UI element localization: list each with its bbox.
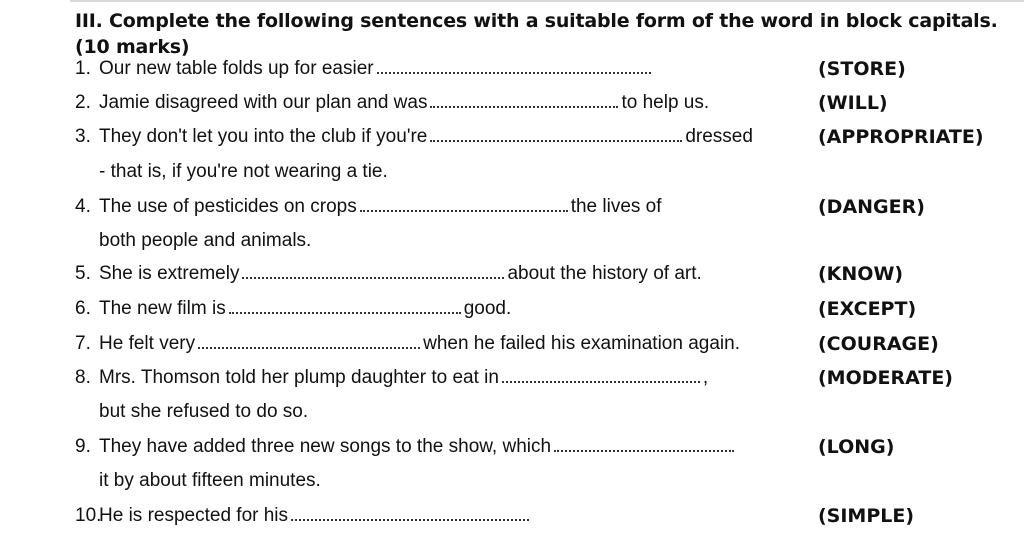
item-number: 4.	[75, 196, 91, 217]
sentence-text: He is respected for his	[99, 505, 289, 526]
sentence-4-continuation: both people and animals.	[99, 230, 312, 251]
sentence-text-after: ,	[702, 367, 709, 388]
cue-word: (DANGER)	[818, 196, 925, 218]
answer-blank[interactable]	[502, 367, 700, 383]
cue-word: (LONG)	[818, 436, 895, 458]
item-number: 5.	[75, 263, 91, 284]
heading-marks: (10 marks)	[75, 36, 190, 58]
sentence-2	[75, 91, 709, 115]
sentence-text: Our new table folds up for easier	[99, 58, 374, 79]
sentence-6	[75, 297, 511, 321]
exercise-heading	[75, 8, 998, 60]
cue-word: (WILL)	[818, 92, 888, 114]
answer-blank[interactable]	[554, 436, 734, 452]
item-number: 7.	[75, 333, 91, 354]
sentence-9	[75, 435, 737, 459]
answer-blank[interactable]	[430, 126, 682, 142]
sentence-text-after: about the history of art.	[507, 263, 702, 284]
item-number: 8.	[75, 367, 91, 388]
answer-blank[interactable]	[229, 298, 461, 314]
sentence-5	[75, 262, 702, 286]
sentence-text-after: the lives of	[570, 196, 662, 217]
answer-blank[interactable]	[242, 263, 504, 279]
item-number: 6.	[75, 298, 91, 319]
cue-word: (APPROPRIATE)	[818, 126, 984, 148]
sentence-8	[75, 366, 708, 390]
sentence-text: The new film is	[99, 298, 226, 319]
answer-blank[interactable]	[291, 505, 529, 521]
sentence-text: She is extremely	[99, 263, 240, 284]
sentence-10	[75, 504, 532, 528]
item-number: 2.	[75, 92, 91, 113]
answer-blank[interactable]	[430, 92, 618, 108]
sentence-text-after: dressed	[685, 126, 753, 147]
sentence-8-continuation: but she refused to do so.	[99, 401, 309, 422]
answer-blank[interactable]	[198, 333, 420, 349]
item-number: 1.	[75, 58, 91, 79]
answer-blank[interactable]	[377, 58, 651, 74]
top-divider	[70, 0, 1024, 2]
sentence-text: They have added three new songs to the show, which	[99, 436, 552, 457]
cue-word: (MODERATE)	[818, 367, 953, 389]
sentence-9-continuation: it by about fifteen minutes.	[99, 470, 321, 491]
sentence-text: They don't let you into the club if you're	[99, 126, 428, 147]
sentence-text: The use of pesticides on crops	[99, 196, 357, 217]
cue-word: (STORE)	[818, 58, 906, 80]
sentence-text: Jamie disagreed with our plan and was	[99, 92, 428, 113]
answer-blank[interactable]	[360, 196, 568, 212]
item-number: 10.	[75, 505, 102, 526]
sentence-text-after: good.	[463, 298, 512, 319]
sentence-4	[75, 195, 662, 219]
item-number: 3.	[75, 126, 91, 147]
sentence-1	[75, 57, 654, 81]
sentence-7	[75, 332, 740, 356]
cue-word: (EXCEPT)	[818, 298, 917, 320]
item-number: 9.	[75, 436, 91, 457]
heading-instruction: III. Complete the following sentences with a suitable form of the word in block capitals.	[75, 10, 998, 32]
sentence-text-after: to help us.	[621, 92, 710, 113]
sentence-text: He felt very	[99, 333, 196, 354]
sentence-text: Mrs. Thomson told her plump daughter to eat in	[99, 367, 499, 388]
cue-word: (COURAGE)	[818, 333, 939, 355]
sentence-3-continuation: - that is, if you're not wearing a tie.	[99, 161, 388, 182]
cue-word: (SIMPLE)	[818, 505, 915, 527]
sentence-text-after: when he failed his examination again.	[423, 333, 740, 354]
sentence-3	[75, 125, 753, 149]
cue-word: (KNOW)	[818, 263, 904, 285]
